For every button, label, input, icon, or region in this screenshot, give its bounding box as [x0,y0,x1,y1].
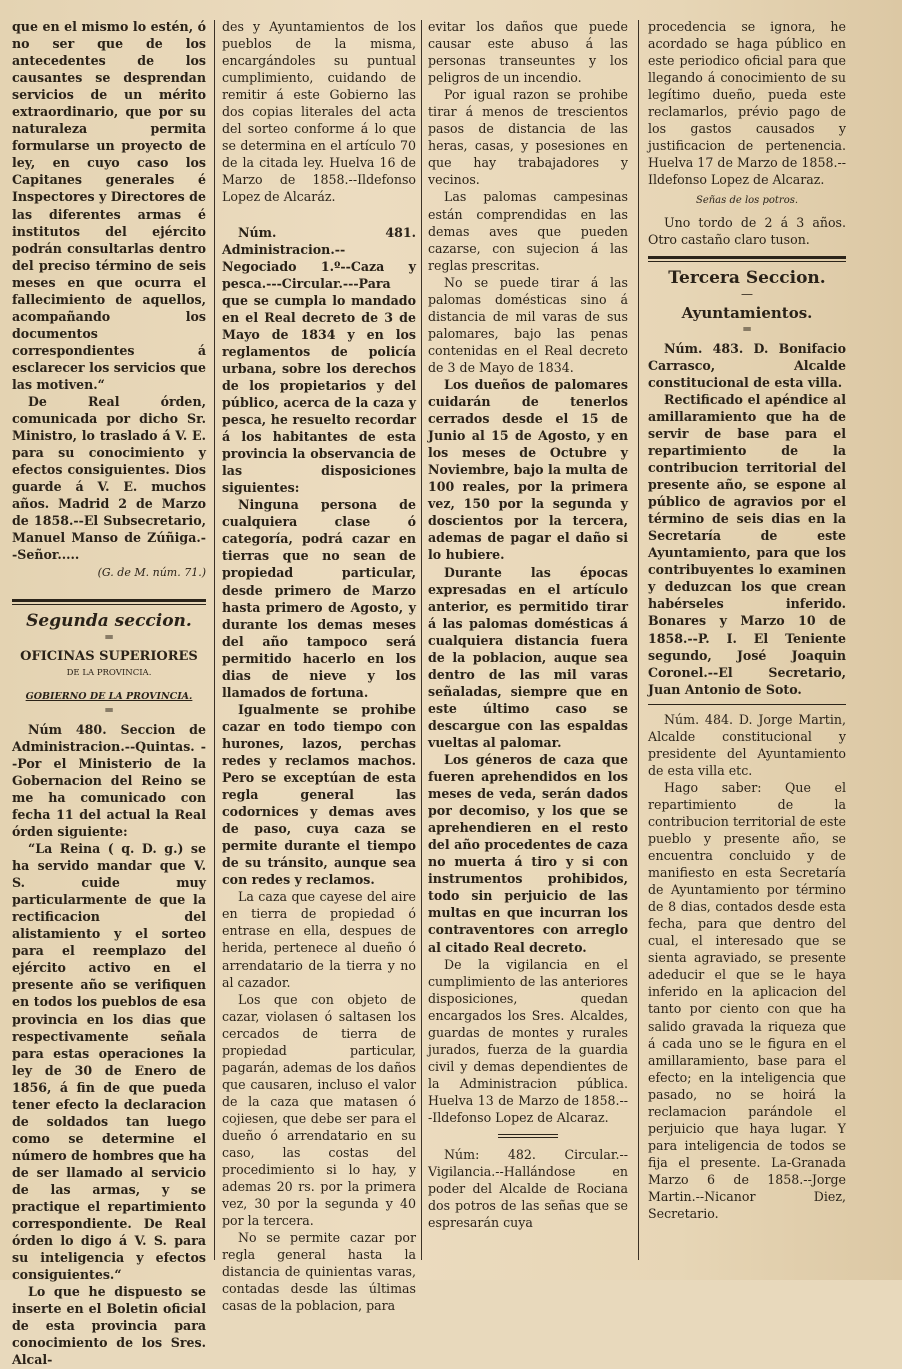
sub-heading: DE LA PROVINCIA. [66,667,152,678]
paragraph: Núm: 482. Circular.--Vigilancia.--Hallándose en poder del Alcalde de Rociana dos potros de las señas que se espresarán cuya [428,1147,628,1231]
column-1 [12,18,206,1369]
paragraph: Hago saber: Que el repartimiento de la contribucion territorial de este pueblo y presente año, se encuentra concluido y de manifiesto en esta Secretaría de Ayuntamiento por término de 8 dias, contados desde esta fecha, para que dentro del cual, el interesado que se sienta agraviado, se presente adeducir el que se le haya inferido en la aplicacion del tanto por ciento con que ha salido gravada la riqueza que á cada uno se le figura en el amillaramiento, base para el efecto; en la inteligencia que pasado, no se hoirá la reclamacion parándole el perjuicio que haya lugar. Y para inteligencia de todos se fija el presente. La-Granada Marzo 6 de 1858.--Jorge Martin.--Nicanor Diez, Secretario. [648,779,846,1222]
paragraph: De la vigilancia en el cumplimiento de las anteriores disposiciones, quedan encargados los Sres. Alcaldes, guardas de montes y rurales jurados, fuerza de la guardia civil y demas dependientes de la Administracion pública. Huelva 13 de Marzo de 1858.---Ildefonso Lopez de Alcaraz. [428,956,628,1125]
paragraph: Lo que he dispuesto se inserte en el Boletin oficial de esta provincia para conocimiento de los Sres. Alcal- [12,1284,206,1368]
column-rule [638,20,639,1260]
section-subtitle: Ayuntamientos. [681,303,813,322]
paragraph: Núm. 483. D. Bonifacio Carrasco, Alcalde constitucional de esta villa. [648,340,846,390]
paragraph: Núm. 484. D. Jorge Martin, Alcalde constitucional y presidente del Ayuntamiento de esta villa etc. [648,711,846,778]
ornament-divider: ═ [105,702,113,717]
paragraph: evitar los daños que puede causar este abuso á las personas transeuntes y los peligros de un incendio. [428,19,628,86]
paragraph: Uno tordo de 2 á 3 años. Otro castaño claro tuson. [648,214,846,247]
paragraph: Durante las épocas expresadas en el artículo anterior, es permitido tirar á las palomas domésticas á cualquiera distancia fuera de la poblacion, auque sea dentro de las mil varas señaladas, siempre que en este último caso se descargue con las espaldas vueltas al palomar. [428,564,628,750]
paragraph: No se permite cazar por regla general hasta la distancia de quinientas varas, contadas desde las últimas casas de la poblacion, para [222,1230,416,1314]
paragraph: Ninguna persona de cualquiera clase ó categoría, podrá cazar en tierras que no sean de propiedad particular, desde primero de Marzo hasta primero de Agosto, y durante los demas meses del año tampoco será permitido hacerlo en los dias de nieve y los llamados de fortuna. [222,497,416,700]
paragraph: Núm 480. Seccion de Administracion.--Quintas. --Por el Ministerio de la Gobernacion del Reino se me ha comunicado con fecha 11 del actual la Real órden siguiente: [12,721,206,840]
column-2 [222,18,416,1315]
divider [648,704,846,705]
paragraph: No se puede tirar á las palomas domésticas sino á distancia de mil varas de sus palomares, bajo las penas contenidas en el Real decreto de 3 de Mayo de 1834. [428,274,628,375]
paragraph: De Real órden, comunicada por dicho Sr. Ministro, lo traslado á V. E. para su conocimiento y efectos consiguientes. Dios guarde á V. E. muchos años. Madrid 2 de Marzo de 1858.--El Subsecretario, Manuel Manso de Zúñiga.--Señor..... [12,394,206,563]
section-title: Segunda seccion. [26,610,192,631]
sub-heading: Señas de los potros. [695,195,799,207]
section-title: Tercera Seccion. [668,267,826,288]
paragraph: Rectificado el apéndice al amillaramiento que ha de servir de base para el repartimiento de la contribucion territorial del presente año, se espone al público de agravios por el término de seis dias en la Secretaría de este Ayuntamiento, para que los contribuyentes lo examinen y deduzcan los que crean habérseles inferido. Bonares y Marzo 10 de 1858.--P. I. El Teniente segundo, José Joaquin Coronel.--El Secretario, Juan Antonio de Soto. [648,391,846,697]
paragraph: Por igual razon se prohibe tirar á menos de trescientos pasos de distancia de las heras, casas, y posesiones en que hay trabajadores y vecinos. [428,87,628,188]
paragraph: La caza que cayese del aire en tierra de propiedad ó entrase en ella, despues de herida, pertenece al dueño ó arrendatario de la tierra y no al cazador. [222,889,416,990]
paragraph: Los dueños de palomares cuidarán de tenerlos cerrados desde el 15 de Junio al 15 de Agosto, y en los meses de Octubre y Noviembre, bajo la multa de 100 reales, por la primera vez, 150 por la segunda y doscientos por la tercera, ademas de pagar el daño si lo hubiere. [428,376,628,563]
paragraph: Núm. 481. Administracion.--Negociado 1.º--Caza y pesca.---Circular.---Para que se cumpla lo mandado en el Real decreto de 3 de Mayo de 1834 y en los reglamentos de policía urbana, sobre los derechos de los propietarios y del público, acerca de la caza y pesca, he resuelto recordar á los habitantes de esta provincia la observancia de las disposiciones siguientes: [222,224,416,496]
paragraph: Las palomas campesinas están comprendidas en las demas aves que pueden cazarse, con sujecion á las reglas prescritas. [428,189,628,273]
column-rule [214,20,215,1260]
column-rule [421,20,422,1260]
ornament-divider: ═ [743,321,751,336]
ornament-divider: ═ [105,629,113,644]
paragraph: procedencia se ignora, he acordado se haga público en este periodico oficial para que llegando á conocimiento de su legítimo dueño, pueda este reclamarlos, prévio pago de los gastos causados y justificacion de pertenencia. Huelva 17 de Marzo de 1858.--Ildefonso Lopez de Alcaraz. [648,19,846,188]
paragraph: des y Ayuntamientos de los pueblos de la misma, encargándoles su puntual cumplimiento, cuidando de remitir á este Gobierno las dos copias literales del acta del sorteo conforme á lo que se determina en el artículo 70 de la citada ley. Huelva 16 de Marzo de 1858.--Ildefonso Lopez de Alcaráz. [222,19,416,205]
column-3 [428,18,628,1231]
column-4 [648,18,846,1222]
paragraph: Los que con objeto de cazar, violasen ó saltasen los cercados de tierra de propiedad particular, pagarán, ademas de los daños que causaren, incluso el valor de la caza que matasen ó cojiesen, que debe ser para el dueño ó arrendatario en su caso, las costas del procedimiento si lo hay, y ademas 20 rs. por la primera vez, 30 por la segunda y 40 por la tercera. [222,991,416,1229]
ornament-divider: — [741,286,753,301]
paragraph: que en el mismo lo estén, ó no ser que de los antecedentes de los causantes se desprendan servicios de un mérito extraordinario, que por su naturaleza permita formularse un proyecto de ley, en cuyo caso los Capitanes generales é Inspectores y Directores de las diferentes armas é institutos del ejército podrán consultarlas dentro del preciso término de seis meses en que ocurra el fallecimiento de aquellos, acompañando los documentos correspondientes á esclarecer los servicios que las motiven.“ [12,19,206,392]
divider [648,256,846,262]
paragraph: “La Reina ( q. D. g.) se ha servido mandar que V. S. cuide muy particularmente de que la rectificacion del alistamiento y el sorteo para el reemplazo del ejército activo en el presente año se verifiquen en todos los pueblos de esa provincia en los dias que respectivamente señala para estas operaciones la ley de 30 de Enero de 1856, á fin de que pueda tener efecto la declaracion de soldados tan luego como se determine el número de hombres que ha de ser llamado al servicio de las armas, y se practique el repartimiento correspondiente. De Real órden lo digo á V. S. para su inteligencia y efectos consiguientes.“ [12,841,206,1283]
divider [12,599,206,605]
divider [498,1134,558,1138]
sub-heading: GOBIERNO DE LA PROVINCIA. [25,690,193,702]
paragraph: Igualmente se prohibe cazar en todo tiempo con hurones, lazos, perchas redes y reclamos machos. Pero se exceptúan de esta regla general las codornices y demas aves de paso, cuya caza se permite durante el tiempo de su tránsito, aunque sea con redes y reclamos. [222,701,416,888]
sub-heading: OFICINAS SUPERIORES [20,648,198,664]
citation: (G. de M. núm. 71.) [97,565,206,579]
paragraph: Los géneros de caza que fueren aprehendidos en los meses de veda, serán dados por decomiso, y los que se aprehendieren en el resto del año procedentes de caza no muerta á tiro y si con instrumentos prohibidos, todo sin perjuicio de las multas en que incurran los contraventores con arreglo al citado Real decreto. [428,752,628,955]
